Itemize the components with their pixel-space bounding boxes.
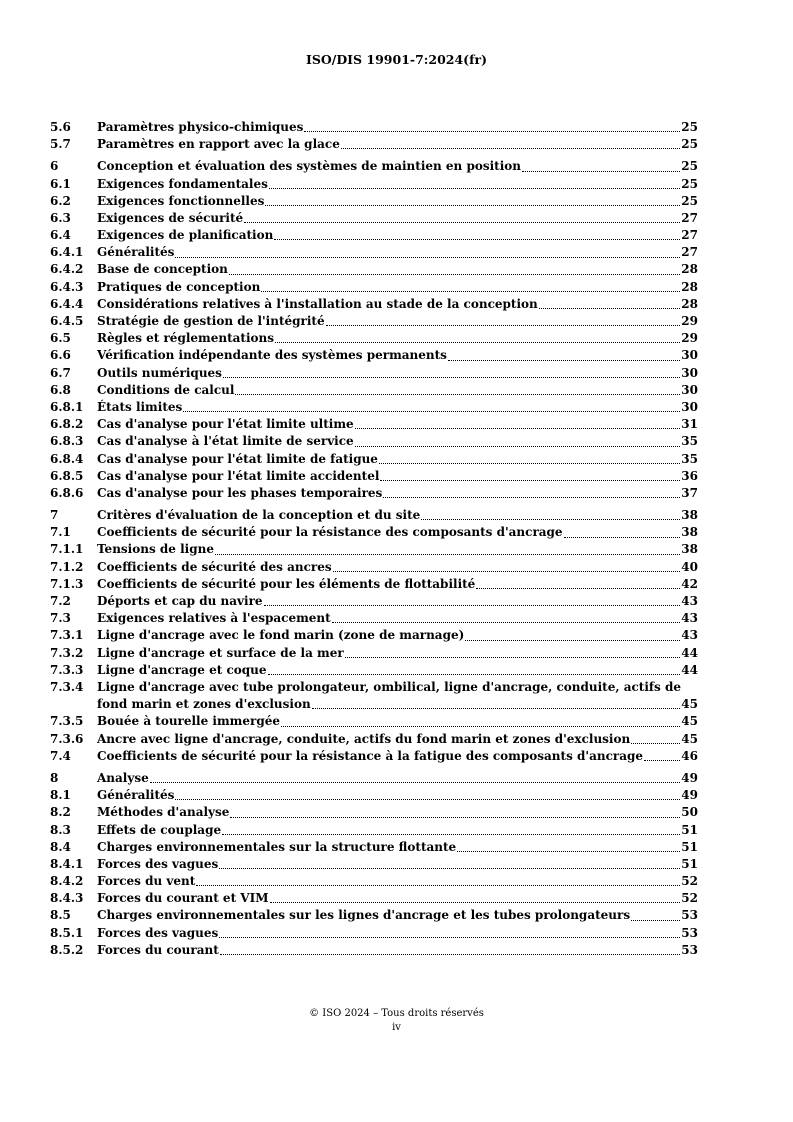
toc-entry[interactable]: [50, 365, 698, 382]
toc-title: Analyse: [97, 770, 149, 785]
toc-entry[interactable]: [50, 748, 698, 765]
toc-entry[interactable]: [50, 507, 698, 524]
toc-page: 45: [681, 731, 698, 746]
toc-entry[interactable]: [50, 839, 698, 856]
document-header: ISO/DIS 19901-7:2024(fr): [306, 52, 487, 67]
toc-entry[interactable]: [50, 399, 698, 416]
toc-title: Ligne d'ancrage avec le fond marin (zone de marnage): [97, 628, 465, 643]
toc-title-continued: fond marin et zones d'exclusion: [97, 697, 311, 712]
toc-page: 52: [681, 891, 698, 906]
toc-entry[interactable]: [50, 296, 698, 313]
toc-title: Forces du courant: [97, 942, 219, 957]
toc-title: Cas d'analyse pour les phases temporaires: [97, 485, 383, 500]
toc-title: Bouée à tourelle immergée: [97, 714, 280, 729]
toc-entry[interactable]: [50, 679, 698, 713]
toc-entry[interactable]: [50, 907, 698, 924]
toc-page: 27: [681, 245, 698, 260]
toc-page: 35: [681, 434, 698, 449]
toc-title: Déports et cap du navire: [97, 594, 263, 609]
toc-title: Vérification indépendante des systèmes permanents: [97, 348, 447, 363]
toc-page: 28: [681, 279, 698, 294]
toc-entry[interactable]: [50, 542, 698, 559]
toc-title: Charges environnementales sur les lignes d'ancrage et les tubes prolongateurs: [97, 908, 631, 923]
toc-page: 30: [681, 399, 698, 414]
page-number: iv: [392, 1022, 401, 1033]
toc-number: 7.1: [50, 525, 71, 540]
toc-title: Coefficients de sécurité des ancres: [97, 559, 332, 574]
toc-title: Conception et évaluation des systèmes de maintien en position: [97, 159, 521, 174]
toc-title: Cas d'analyse pour l'état limite ultime: [97, 417, 354, 432]
toc-number: 7.3.1: [50, 628, 84, 643]
toc-number: 6.4: [50, 228, 71, 243]
toc-number: 8.4.1: [50, 856, 84, 871]
toc-title: Cas d'analyse à l'état limite de service: [97, 434, 354, 449]
toc-number: 5.6: [50, 119, 71, 134]
toc-entry[interactable]: [50, 662, 698, 679]
toc-title: Effets de couplage: [97, 822, 222, 837]
toc-number: 6.8.3: [50, 434, 84, 449]
toc-entry[interactable]: [50, 627, 698, 644]
toc-number: 6.5: [50, 331, 71, 346]
toc-entry[interactable]: [50, 804, 698, 821]
toc-entry[interactable]: [50, 416, 698, 433]
toc-entry[interactable]: [50, 176, 698, 193]
toc-title: Pratiques de conception: [97, 279, 261, 294]
toc-entry[interactable]: [50, 485, 698, 502]
toc-page: 37: [681, 485, 698, 500]
toc-title: Tensions de ligne: [97, 542, 214, 557]
toc-page: 36: [681, 468, 698, 483]
toc-entry[interactable]: [50, 158, 698, 175]
toc-title: Paramètres en rapport avec la glace: [97, 137, 340, 152]
toc-entry[interactable]: [50, 468, 698, 485]
toc-entry[interactable]: [50, 890, 698, 907]
toc-entry[interactable]: [50, 925, 698, 942]
toc-page: 43: [681, 594, 698, 609]
toc-entry[interactable]: [50, 136, 698, 153]
toc-title: Considérations relatives à l'installation au stade de la conception: [97, 296, 538, 311]
toc-entry[interactable]: [50, 524, 698, 541]
toc-number: 7.2: [50, 594, 71, 609]
toc-page: 25: [681, 193, 698, 208]
toc-number: 6.7: [50, 365, 71, 380]
toc-number: 7.3.5: [50, 714, 84, 729]
toc-entry[interactable]: [50, 576, 698, 593]
table-of-contents: [50, 119, 698, 959]
toc-number: 6.8.4: [50, 451, 84, 466]
toc-number: 8.1: [50, 788, 71, 803]
toc-title: Coefficients de sécurité pour les éléments de flottabilité: [97, 576, 476, 591]
toc-page: 28: [681, 296, 698, 311]
toc-entry[interactable]: [50, 262, 698, 279]
toc-number: 6.2: [50, 193, 71, 208]
toc-number: 6.8: [50, 382, 71, 397]
toc-title: Paramètres physico-chimiques: [97, 119, 304, 134]
toc-number: 8.5: [50, 908, 71, 923]
toc-entry[interactable]: [50, 244, 698, 261]
toc-entry[interactable]: [50, 593, 698, 610]
toc-number: 6.4.1: [50, 245, 84, 260]
page-footer: [0, 1007, 793, 1035]
toc-entry[interactable]: [50, 713, 698, 730]
toc-entry[interactable]: [50, 119, 698, 136]
toc-title: Méthodes d'analyse: [97, 805, 230, 820]
toc-number: 6.4.3: [50, 279, 84, 294]
toc-number: 6.4.2: [50, 262, 84, 277]
toc-title: Coefficients de sécurité pour la résistance des composants d'ancrage: [97, 525, 563, 540]
toc-entry[interactable]: [50, 330, 698, 347]
toc-title: Forces du vent: [97, 874, 196, 889]
toc-page: 42: [681, 576, 698, 591]
toc-page: 25: [681, 137, 698, 152]
toc-page: 29: [681, 314, 698, 329]
toc-page: 46: [681, 748, 698, 763]
toc-number: 6.8.1: [50, 399, 84, 414]
toc-page: 38: [681, 525, 698, 540]
toc-page: 53: [681, 908, 698, 923]
toc-number: 7.3.4: [50, 680, 84, 694]
toc-title: Forces des vagues: [97, 925, 219, 940]
toc-page: 50: [681, 805, 698, 820]
toc-page: 25: [681, 159, 698, 174]
toc-title: Exigences de sécurité: [97, 210, 244, 225]
toc-title: Exigences de planification: [97, 228, 274, 243]
toc-number: 6.3: [50, 210, 71, 225]
toc-number: 7.3.6: [50, 731, 84, 746]
toc-entry[interactable]: [50, 347, 698, 364]
toc-entry[interactable]: [50, 451, 698, 468]
toc-page: 45: [681, 714, 698, 729]
toc-page: 28: [681, 262, 698, 277]
toc-entry[interactable]: [50, 645, 698, 662]
toc-page: 29: [681, 331, 698, 346]
toc-title: Ligne d'ancrage et surface de la mer: [97, 645, 344, 660]
toc-page: 38: [681, 542, 698, 557]
toc-entry[interactable]: [50, 770, 698, 787]
toc-number: 8.5.1: [50, 925, 84, 940]
toc-title: Généralités: [97, 788, 175, 803]
toc-title: Conditions de calcul: [97, 382, 235, 397]
toc-title: Règles et réglementations: [97, 331, 274, 346]
toc-page: 51: [681, 856, 698, 871]
toc-title: Outils numériques: [97, 365, 222, 380]
toc-page: 25: [681, 176, 698, 191]
toc-page: 53: [681, 925, 698, 940]
toc-entry[interactable]: [50, 433, 698, 450]
toc-entry[interactable]: [50, 559, 698, 576]
toc-number: 7.3: [50, 611, 71, 626]
toc-number: 6.8.6: [50, 485, 84, 500]
toc-title: Critères d'évaluation de la conception et du site: [97, 508, 421, 523]
toc-number: 8.5.2: [50, 942, 84, 957]
toc-page: 40: [681, 559, 698, 574]
toc-page: 30: [681, 382, 698, 397]
toc-title: Forces du courant et VIM: [97, 891, 269, 906]
toc-entry[interactable]: [50, 942, 698, 959]
toc-page: 38: [681, 508, 698, 523]
toc-title: Base de conception: [97, 262, 228, 277]
toc-number: 7.3.2: [50, 645, 84, 660]
toc-page: 27: [681, 210, 698, 225]
toc-page: 43: [681, 611, 698, 626]
toc-number: 6.4.5: [50, 314, 84, 329]
toc-title: Stratégie de gestion de l'intégrité: [97, 314, 325, 329]
toc-entry[interactable]: [50, 822, 698, 839]
toc-page: 43: [681, 628, 698, 643]
toc-number: 8.2: [50, 805, 71, 820]
toc-title: Cas d'analyse pour l'état limite de fatigue: [97, 451, 378, 466]
toc-number: 6.8.5: [50, 468, 84, 483]
toc-title: États limites: [97, 399, 183, 414]
toc-entry[interactable]: [50, 313, 698, 330]
toc-page: 44: [681, 645, 698, 660]
toc-number: 6.6: [50, 348, 71, 363]
toc-title: Charges environnementales sur la structure flottante: [97, 839, 457, 854]
toc-page: 27: [681, 228, 698, 243]
toc-number: 6.4.4: [50, 296, 84, 311]
toc-number: 7.1.3: [50, 576, 84, 591]
toc-entry[interactable]: [50, 227, 698, 244]
toc-page: 51: [681, 839, 698, 854]
toc-title: Exigences fondamentales: [97, 176, 268, 191]
toc-number: 8.4.3: [50, 891, 84, 906]
toc-title: Généralités: [97, 245, 175, 260]
toc-page: 49: [681, 788, 698, 803]
toc-entry[interactable]: [50, 210, 698, 227]
toc-entry[interactable]: [50, 731, 698, 748]
toc-title: Forces des vagues: [97, 856, 219, 871]
toc-page: 53: [681, 942, 698, 957]
toc-page: 45: [681, 697, 698, 712]
toc-number: 8.3: [50, 822, 71, 837]
toc-entry[interactable]: [50, 279, 698, 296]
toc-page: 30: [681, 365, 698, 380]
toc-page: 52: [681, 874, 698, 889]
toc-number: 8.4.2: [50, 874, 84, 889]
toc-number: 8: [50, 770, 59, 785]
toc-number: 5.7: [50, 137, 71, 152]
toc-number: 7.4: [50, 748, 71, 763]
toc-title: Exigences relatives à l'espacement: [97, 611, 331, 626]
toc-title: Ligne d'ancrage avec tube prolongateur, ombilical, ligne d'ancrage, conduite, actifs de: [97, 680, 682, 694]
toc-title: Ligne d'ancrage et coque: [97, 662, 267, 677]
toc-entry[interactable]: [50, 382, 698, 399]
copyright-notice: © ISO 2024 – Tous droits réservés: [309, 1008, 484, 1019]
toc-entry[interactable]: [50, 610, 698, 627]
toc-page: 51: [681, 822, 698, 837]
toc-entry[interactable]: [50, 787, 698, 804]
toc-number: 6.1: [50, 176, 71, 191]
toc-number: 7.1.1: [50, 542, 84, 557]
toc-number: 7.3.3: [50, 662, 84, 677]
toc-entry[interactable]: [50, 856, 698, 873]
toc-page: 31: [681, 417, 698, 432]
toc-page: 30: [681, 348, 698, 363]
toc-title: Cas d'analyse pour l'état limite accidentel: [97, 468, 380, 483]
toc-entry[interactable]: [50, 873, 698, 890]
toc-number: 8.4: [50, 839, 71, 854]
toc-page: 25: [681, 119, 698, 134]
toc-title: Exigences fonctionnelles: [97, 193, 265, 208]
toc-page: 35: [681, 451, 698, 466]
toc-number: 7.1.2: [50, 559, 84, 574]
toc-title: Ancre avec ligne d'ancrage, conduite, actifs du fond marin et zones d'exclusion: [97, 731, 631, 746]
toc-number: 6: [50, 159, 59, 174]
toc-page: 44: [681, 662, 698, 677]
toc-page: 49: [681, 770, 698, 785]
toc-entry[interactable]: [50, 193, 698, 210]
toc-number: 7: [50, 508, 59, 523]
toc-number: 6.8.2: [50, 417, 84, 432]
toc-title: Coefficients de sécurité pour la résistance à la fatigue des composants d'ancrage: [97, 748, 643, 763]
